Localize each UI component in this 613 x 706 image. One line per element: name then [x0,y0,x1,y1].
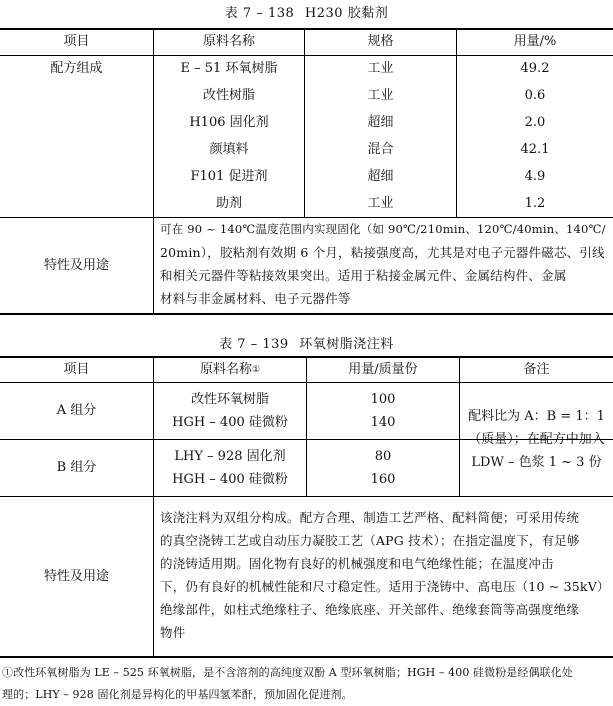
usage-line: 的真空浇铸工艺或自动压力凝胶工艺（APG 技术）；在指定温度下，有足够 [160,533,580,548]
material-name: LHY – 928 固化剂 [174,449,286,464]
usage-line: 可在 90 ~ 140℃温度范围内实现固化（如 90℃/210min、120℃/40min、140℃/ [160,222,606,236]
table-138-header-material: 原料名称 [202,34,255,49]
footnote-line: ①改性环氧树脂为 LE – 525 环氧树脂，是不含溶剂的高纯度双酚 A 型环氧树脂；HGH – 400 硅微粉是经偶联化处 [2,666,573,679]
table-row-spec: 工业 [367,88,394,103]
table-139-header-item: 项目 [63,361,90,377]
material-amount: 140 [370,415,396,430]
group-b-materials [154,440,306,496]
group-a-label: A 组分 [56,403,97,418]
table-row-amount: 1.2 [524,196,546,211]
table-row-amount: 4.9 [524,169,546,184]
table-139-usage-label: 特性及用途 [43,568,109,584]
table-row-spec: 工业 [367,196,394,211]
table-138-title: H230 胶黏剂 [304,6,389,21]
usage-line: 下，仍有良好的机械性能和尺寸稳定性。适用于浇铸中、高电压（10 ~ 35kV） [160,579,610,594]
table-row-spec: 超细 [367,115,394,130]
usage-line: 物件 [160,625,186,640]
table-138-group-label: 配方组成 [50,61,103,76]
table-row-material: 颜填料 [209,142,249,157]
table-139-title: 环氧树脂浇注料 [299,337,394,352]
table-139-bottom-rule [0,656,613,658]
usage-line: 的浇铸适用期。固化物有良好的机械强度和电气绝缘性能；在温度冲击 [160,556,554,571]
table-138-usage-label: 特性及用途 [43,257,109,273]
material-name: 改性环氧树脂 [190,392,269,407]
table-row-amount: 49.2 [520,61,550,76]
material-amount: 100 [370,392,396,407]
table-139-caption [0,333,613,352]
usage-line: 材料与非金属材料、电子元器件等 [160,291,351,306]
table-row-material: H106 固化剂 [189,115,269,130]
usage-line: 和相关元器件等粘接效果突出。适用于粘接金属元件、金属结构件、金属 [160,268,567,283]
table-row-amount: 0.6 [524,88,546,103]
material-amount: 160 [370,472,396,487]
table-139-number: 表 7 – 139 [219,337,289,352]
table-138-header-spec: 规格 [367,34,394,49]
usage-line: 该浇注料为双组分构成。配方合理、制造工艺严格、配料简便；可采用传统 [160,510,580,525]
table-row-amount: 2.0 [524,115,546,130]
table-row-material: E – 51 环氧树脂 [180,61,278,76]
table-row-material: 助剂 [215,196,242,211]
group-a-materials [154,383,306,439]
table-139-header-amount: 用量/质量份 [348,361,418,377]
footnote-line: 理的；LHY – 928 固化剂是异构化的甲基四氢苯酐，预加固化促进剂。 [2,688,353,701]
group-a-amounts [307,383,459,439]
table-138-caption [0,2,613,21]
table-row-spec: 超细 [367,169,394,184]
table-138-usage-text [160,218,610,310]
note-line: 配料比为 A：B = 1：1 [468,409,605,424]
footnote [2,662,610,706]
usage-line: 20min），胶粘剂有效期 6 个月，粘接强度高，尤其是对电子元器件磁芯、引线 [160,245,605,260]
note-line: （质量）；在配方中加入 [468,432,605,447]
table-138-number: 表 7 – 138 [224,6,295,21]
usage-line: 绝缘部件，如柱式绝缘柱子、绝缘底座、开关部件、绝缘套筒等高强度绝缘 [160,602,580,617]
table-row-material: 改性树脂 [202,88,255,103]
group-b-label: B 组分 [56,460,97,475]
group-b-amounts [307,440,459,496]
table-row-amount: 42.1 [520,142,550,157]
footnote-mark: ① [251,364,261,375]
table-138-header-item: 项目 [63,34,90,49]
material-amount: 80 [374,449,392,464]
material-name: HGH – 400 硅微粉 [172,415,288,430]
table-row-spec: 混合 [367,142,394,157]
table-139-header-material [154,357,306,382]
table-139-usage-text [160,506,610,644]
table-139-header-note: 备注 [523,361,550,377]
table-row-material: F101 促进剂 [190,169,268,184]
table-139-note [460,383,613,496]
table-138-bottom-rule [0,313,613,315]
header-material-label: 原料名称 [199,361,252,377]
table-row-spec: 工业 [367,61,394,76]
table-138-header-amount: 用量/% [513,34,557,49]
note-line: LDW – 色浆 1 ~ 3 份 [471,455,602,470]
material-name: HGH – 400 硅微粉 [172,472,288,487]
